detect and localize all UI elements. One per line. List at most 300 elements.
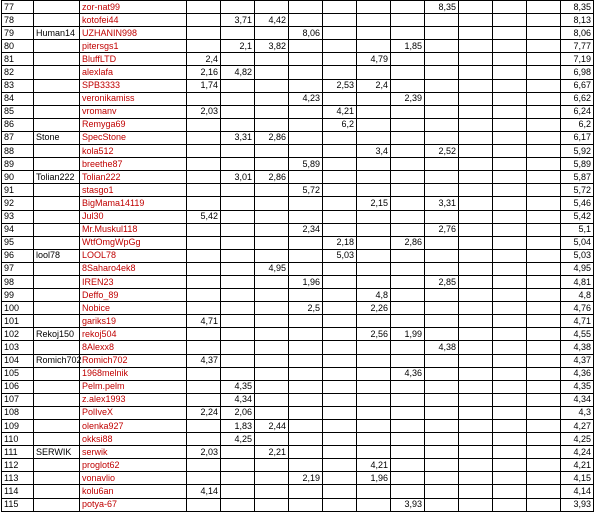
- score-cell: [425, 14, 459, 27]
- score-cell: [459, 446, 493, 459]
- score-cell: [493, 275, 527, 288]
- score-cell: [493, 236, 527, 249]
- rank-cell: 77: [2, 1, 34, 14]
- total-cell: 6,98: [561, 66, 594, 79]
- score-cell: [459, 433, 493, 446]
- score-cell: 4,34: [221, 393, 255, 406]
- score-cell: [493, 433, 527, 446]
- rank-cell: 78: [2, 14, 34, 27]
- rank-cell: 101: [2, 315, 34, 328]
- table-row: [2, 275, 594, 288]
- table-row: [2, 236, 594, 249]
- score-cell: [459, 328, 493, 341]
- rank-cell: 115: [2, 498, 34, 511]
- table-row: [2, 485, 594, 498]
- score-cell: [357, 92, 391, 105]
- score-cell: 5,42: [187, 210, 221, 223]
- score-cell: [527, 446, 561, 459]
- score-cell: 4,71: [187, 315, 221, 328]
- score-cell: [527, 1, 561, 14]
- total-cell: 4,37: [561, 354, 594, 367]
- score-cell: [289, 485, 323, 498]
- rank-cell: 97: [2, 262, 34, 275]
- total-cell: 5,42: [561, 210, 594, 223]
- score-cell: [255, 367, 289, 380]
- score-cell: 2,18: [323, 236, 357, 249]
- team-cell: [34, 315, 80, 328]
- score-cell: [391, 472, 425, 485]
- score-cell: [459, 262, 493, 275]
- team-cell: [34, 184, 80, 197]
- table-row: [2, 105, 594, 118]
- score-cell: [255, 289, 289, 302]
- score-cell: [187, 14, 221, 27]
- score-cell: [255, 249, 289, 262]
- score-cell: [493, 367, 527, 380]
- score-cell: [357, 249, 391, 262]
- score-cell: [221, 302, 255, 315]
- score-cell: 4,95: [255, 262, 289, 275]
- score-cell: [357, 40, 391, 53]
- table-row: [2, 367, 594, 380]
- score-cell: 2,86: [255, 131, 289, 144]
- total-cell: 4,8: [561, 289, 594, 302]
- score-cell: [221, 328, 255, 341]
- team-cell: [34, 433, 80, 446]
- score-cell: [357, 433, 391, 446]
- table-row: [2, 53, 594, 66]
- score-cell: [289, 236, 323, 249]
- score-cell: [187, 275, 221, 288]
- score-cell: [323, 14, 357, 27]
- total-cell: 4,25: [561, 433, 594, 446]
- score-cell: [255, 210, 289, 223]
- table-row: [2, 210, 594, 223]
- score-cell: [459, 315, 493, 328]
- score-cell: [391, 315, 425, 328]
- player-name-cell: kolu6an: [80, 485, 187, 498]
- score-cell: [425, 66, 459, 79]
- score-cell: [357, 184, 391, 197]
- score-cell: [221, 275, 255, 288]
- rank-cell: 92: [2, 197, 34, 210]
- table-row: [2, 393, 594, 406]
- score-cell: [187, 236, 221, 249]
- score-cell: [323, 459, 357, 472]
- score-cell: [255, 354, 289, 367]
- score-cell: [391, 420, 425, 433]
- score-cell: [255, 118, 289, 131]
- score-cell: [357, 354, 391, 367]
- score-cell: [391, 118, 425, 131]
- rank-cell: 83: [2, 79, 34, 92]
- player-name-cell: SpecStone: [80, 131, 187, 144]
- score-cell: [323, 197, 357, 210]
- score-cell: [493, 249, 527, 262]
- total-cell: 4,3: [561, 406, 594, 419]
- player-name-cell: kola512: [80, 145, 187, 158]
- score-cell: [221, 367, 255, 380]
- rank-cell: 112: [2, 459, 34, 472]
- table-row: [2, 158, 594, 171]
- score-cell: [493, 302, 527, 315]
- score-cell: [187, 131, 221, 144]
- rank-cell: 103: [2, 341, 34, 354]
- score-cell: [255, 498, 289, 511]
- score-cell: [459, 459, 493, 472]
- score-cell: [289, 171, 323, 184]
- rank-cell: 84: [2, 92, 34, 105]
- score-cell: [459, 393, 493, 406]
- total-cell: 4,34: [561, 393, 594, 406]
- score-cell: [357, 210, 391, 223]
- score-cell: [493, 79, 527, 92]
- score-cell: [527, 275, 561, 288]
- score-cell: [255, 92, 289, 105]
- score-cell: [493, 354, 527, 367]
- score-cell: [425, 328, 459, 341]
- score-cell: [527, 223, 561, 236]
- score-cell: [425, 459, 459, 472]
- score-cell: [221, 145, 255, 158]
- score-cell: 4,21: [357, 459, 391, 472]
- score-cell: [289, 341, 323, 354]
- score-cell: [527, 249, 561, 262]
- score-cell: [459, 302, 493, 315]
- score-cell: [425, 210, 459, 223]
- score-cell: [493, 341, 527, 354]
- score-cell: [255, 197, 289, 210]
- table-row: [2, 92, 594, 105]
- score-cell: [357, 262, 391, 275]
- score-cell: [391, 380, 425, 393]
- total-cell: 3,93: [561, 498, 594, 511]
- team-cell: [34, 341, 80, 354]
- score-cell: 3,71: [221, 14, 255, 27]
- score-cell: [221, 498, 255, 511]
- score-cell: [527, 406, 561, 419]
- score-cell: [255, 236, 289, 249]
- score-cell: [323, 472, 357, 485]
- score-cell: [323, 393, 357, 406]
- total-cell: 6,2: [561, 118, 594, 131]
- score-cell: 1,83: [221, 420, 255, 433]
- score-cell: 2,56: [357, 328, 391, 341]
- player-name-cell: Pelm.pelm: [80, 380, 187, 393]
- score-cell: [527, 171, 561, 184]
- table-row: [2, 459, 594, 472]
- table-row: [2, 289, 594, 302]
- score-cell: [221, 236, 255, 249]
- score-cell: [289, 79, 323, 92]
- score-cell: [221, 262, 255, 275]
- team-cell: Tolian222: [34, 171, 80, 184]
- team-cell: [34, 472, 80, 485]
- score-cell: [255, 459, 289, 472]
- score-cell: [425, 289, 459, 302]
- score-cell: [357, 171, 391, 184]
- score-cell: [391, 393, 425, 406]
- team-cell: [34, 145, 80, 158]
- rank-cell: 108: [2, 406, 34, 419]
- score-cell: [493, 118, 527, 131]
- score-cell: [323, 302, 357, 315]
- score-cell: [425, 118, 459, 131]
- score-cell: 8,35: [425, 1, 459, 14]
- score-cell: [425, 367, 459, 380]
- score-cell: [323, 485, 357, 498]
- score-cell: [323, 315, 357, 328]
- score-cell: [425, 354, 459, 367]
- score-cell: [187, 262, 221, 275]
- total-cell: 8,06: [561, 27, 594, 40]
- rank-cell: 80: [2, 40, 34, 53]
- score-cell: 1,99: [391, 328, 425, 341]
- score-cell: [527, 53, 561, 66]
- table-row: [2, 249, 594, 262]
- score-cell: [323, 275, 357, 288]
- team-cell: [34, 210, 80, 223]
- total-cell: 4,81: [561, 275, 594, 288]
- score-cell: [425, 433, 459, 446]
- score-cell: [357, 315, 391, 328]
- score-cell: [323, 262, 357, 275]
- total-cell: 4,76: [561, 302, 594, 315]
- total-cell: 5,87: [561, 171, 594, 184]
- player-name-cell: LOOL78: [80, 249, 187, 262]
- score-cell: [391, 27, 425, 40]
- total-cell: 4,71: [561, 315, 594, 328]
- score-cell: [493, 14, 527, 27]
- score-cell: [357, 223, 391, 236]
- score-cell: [221, 53, 255, 66]
- score-cell: [357, 131, 391, 144]
- rank-cell: 87: [2, 131, 34, 144]
- score-cell: [459, 289, 493, 302]
- score-cell: [323, 380, 357, 393]
- score-cell: 2,03: [187, 446, 221, 459]
- score-cell: [323, 354, 357, 367]
- total-cell: 5,03: [561, 249, 594, 262]
- rank-cell: 95: [2, 236, 34, 249]
- team-cell: [34, 420, 80, 433]
- score-cell: [527, 105, 561, 118]
- score-cell: [357, 105, 391, 118]
- score-cell: [221, 197, 255, 210]
- score-cell: 1,96: [289, 275, 323, 288]
- total-cell: 7,19: [561, 53, 594, 66]
- total-cell: 6,24: [561, 105, 594, 118]
- score-cell: [459, 406, 493, 419]
- score-cell: [187, 145, 221, 158]
- score-cell: [289, 105, 323, 118]
- score-cell: [187, 393, 221, 406]
- score-cell: [357, 406, 391, 419]
- rank-cell: 90: [2, 171, 34, 184]
- score-cell: [255, 184, 289, 197]
- score-cell: [323, 171, 357, 184]
- team-cell: [34, 53, 80, 66]
- score-cell: [221, 249, 255, 262]
- score-cell: [459, 1, 493, 14]
- score-cell: [323, 1, 357, 14]
- team-cell: [34, 236, 80, 249]
- score-cell: [391, 131, 425, 144]
- score-cell: 2,19: [289, 472, 323, 485]
- score-cell: [323, 131, 357, 144]
- total-cell: 8,35: [561, 1, 594, 14]
- score-cell: [459, 236, 493, 249]
- score-cell: [187, 27, 221, 40]
- score-cell: [289, 393, 323, 406]
- rank-cell: 89: [2, 158, 34, 171]
- rank-cell: 109: [2, 420, 34, 433]
- score-cell: [527, 354, 561, 367]
- score-cell: [459, 66, 493, 79]
- score-cell: 2,52: [425, 145, 459, 158]
- score-cell: [425, 420, 459, 433]
- rank-cell: 111: [2, 446, 34, 459]
- score-cell: 2,16: [187, 66, 221, 79]
- score-cell: [357, 1, 391, 14]
- score-cell: [187, 249, 221, 262]
- score-cell: [391, 289, 425, 302]
- score-cell: [425, 406, 459, 419]
- score-cell: [391, 446, 425, 459]
- player-name-cell: Deffo_89: [80, 289, 187, 302]
- total-cell: 4,38: [561, 341, 594, 354]
- score-cell: [391, 262, 425, 275]
- player-name-cell: okksi88: [80, 433, 187, 446]
- score-cell: [425, 262, 459, 275]
- score-cell: [493, 158, 527, 171]
- score-cell: [221, 289, 255, 302]
- score-cell: [459, 53, 493, 66]
- score-cell: [357, 380, 391, 393]
- score-cell: [527, 472, 561, 485]
- score-cell: [527, 328, 561, 341]
- score-cell: [323, 53, 357, 66]
- score-cell: 6,2: [323, 118, 357, 131]
- score-cell: [493, 328, 527, 341]
- score-cell: [425, 498, 459, 511]
- total-cell: 7,77: [561, 40, 594, 53]
- score-cell: 4,25: [221, 433, 255, 446]
- total-cell: 6,17: [561, 131, 594, 144]
- score-cell: [323, 406, 357, 419]
- score-cell: 8,06: [289, 27, 323, 40]
- team-cell: Human14: [34, 27, 80, 40]
- score-cell: [459, 249, 493, 262]
- score-cell: [187, 158, 221, 171]
- score-cell: 2,85: [425, 275, 459, 288]
- score-cell: [459, 158, 493, 171]
- score-cell: [425, 184, 459, 197]
- score-cell: [255, 105, 289, 118]
- score-cell: [289, 210, 323, 223]
- score-cell: [323, 289, 357, 302]
- score-cell: [289, 380, 323, 393]
- score-cell: [255, 472, 289, 485]
- player-name-cell: BluffLTD: [80, 53, 187, 66]
- score-cell: [289, 289, 323, 302]
- score-cell: [459, 223, 493, 236]
- score-cell: [493, 223, 527, 236]
- score-cell: [289, 66, 323, 79]
- score-cell: [425, 131, 459, 144]
- score-cell: 4,79: [357, 53, 391, 66]
- rank-cell: 98: [2, 275, 34, 288]
- score-cell: [255, 27, 289, 40]
- team-cell: Romich702: [34, 354, 80, 367]
- score-cell: [425, 27, 459, 40]
- score-cell: [289, 249, 323, 262]
- score-cell: 3,93: [391, 498, 425, 511]
- team-cell: [34, 158, 80, 171]
- score-cell: [221, 118, 255, 131]
- table-row: [2, 472, 594, 485]
- score-cell: 2,1: [221, 40, 255, 53]
- score-cell: [357, 236, 391, 249]
- score-cell: [391, 249, 425, 262]
- team-cell: [34, 485, 80, 498]
- score-cell: [459, 27, 493, 40]
- score-cell: [255, 393, 289, 406]
- score-cell: 2,76: [425, 223, 459, 236]
- score-cell: [425, 472, 459, 485]
- score-cell: [391, 210, 425, 223]
- score-cell: [425, 485, 459, 498]
- score-cell: 4,37: [187, 354, 221, 367]
- score-cell: [459, 420, 493, 433]
- score-cell: 4,23: [289, 92, 323, 105]
- table-row: [2, 1, 594, 14]
- score-cell: [425, 40, 459, 53]
- score-cell: [255, 158, 289, 171]
- score-cell: [323, 367, 357, 380]
- team-cell: [34, 289, 80, 302]
- player-name-cell: stasgo1: [80, 184, 187, 197]
- score-cell: [527, 210, 561, 223]
- table-row: [2, 131, 594, 144]
- total-cell: 4,36: [561, 367, 594, 380]
- score-cell: [221, 472, 255, 485]
- score-cell: 4,35: [221, 380, 255, 393]
- table-row: [2, 433, 594, 446]
- score-cell: [493, 472, 527, 485]
- score-cell: 5,72: [289, 184, 323, 197]
- rank-cell: 79: [2, 27, 34, 40]
- score-cell: 2,86: [391, 236, 425, 249]
- score-cell: [391, 53, 425, 66]
- team-cell: [34, 105, 80, 118]
- score-cell: [527, 236, 561, 249]
- player-name-cell: olenka927: [80, 420, 187, 433]
- score-cell: [357, 367, 391, 380]
- score-cell: [289, 53, 323, 66]
- score-cell: [459, 131, 493, 144]
- score-cell: [255, 328, 289, 341]
- score-cell: 3,4: [357, 145, 391, 158]
- score-cell: 3,31: [221, 131, 255, 144]
- score-cell: [527, 380, 561, 393]
- score-cell: [221, 158, 255, 171]
- score-cell: [221, 459, 255, 472]
- total-cell: 8,13: [561, 14, 594, 27]
- score-cell: [391, 184, 425, 197]
- score-cell: [459, 105, 493, 118]
- player-name-cell: SPB3333: [80, 79, 187, 92]
